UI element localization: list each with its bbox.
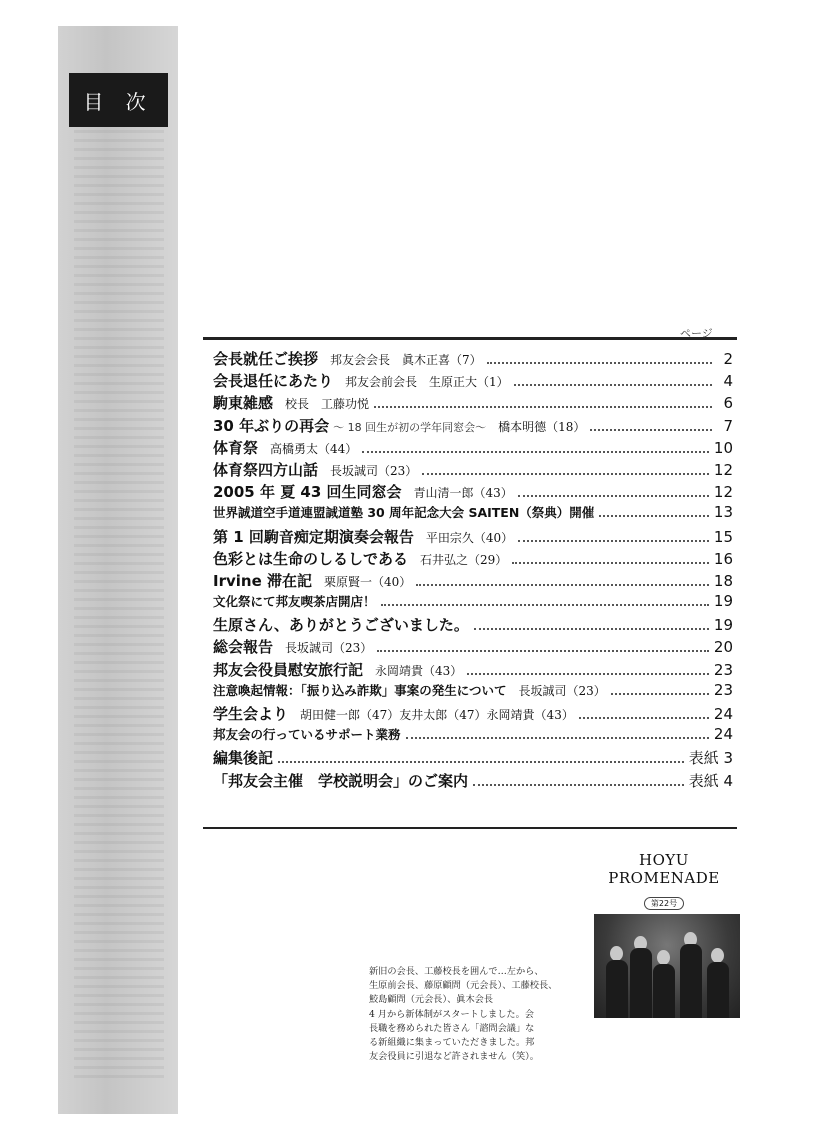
- caption-line: 新旧の会長、工藤校長を囲んで…左から、: [369, 966, 544, 977]
- entry-page: 20: [713, 638, 733, 657]
- toc-entry: [213, 614, 733, 636]
- toc-entry: [213, 636, 733, 658]
- entry-author: 長坂誠司（23）: [285, 641, 373, 656]
- entry-page: 23: [713, 680, 733, 699]
- entry-page: 12: [713, 460, 733, 479]
- leader-dots: [474, 628, 709, 630]
- leader-dots: [518, 495, 709, 497]
- entry-page: 18: [713, 571, 733, 590]
- entry-page: 19: [713, 592, 733, 611]
- leader-dots: [473, 784, 684, 786]
- entry-page: 19: [713, 616, 733, 635]
- entry-title: 総会報告: [213, 638, 274, 657]
- entry-title: 「邦友会主催 学校説明会」のご案内: [213, 771, 469, 790]
- photo-caption: [369, 965, 579, 1064]
- toc-entry: [213, 703, 733, 725]
- leader-dots: [514, 384, 712, 386]
- entry-author: 邦友会会長 眞木正喜（7）: [330, 353, 482, 367]
- toc-entry: [213, 570, 733, 592]
- caption-line: 友会役員に引退など許されません（笑）。: [369, 1051, 539, 1063]
- entry-page: 10: [713, 438, 733, 457]
- caption-line: 生原前会長、藤原顧問（元会長）、工藤校長、: [369, 980, 558, 992]
- entry-author: 栗原賢一（40）: [323, 574, 412, 589]
- entry-title: 色彩とは生命のしるしである: [213, 549, 409, 568]
- entry-page: 4: [723, 372, 733, 391]
- leader-dots: [579, 717, 709, 719]
- toc-entry: [213, 459, 733, 481]
- entry-title: 邦友会の行っているサポート業務: [213, 727, 401, 743]
- entry-title: 邦友会役員慰安旅行記: [213, 660, 364, 679]
- leader-dots: [599, 515, 709, 517]
- toc-entry: [213, 526, 733, 548]
- leader-dots: [512, 562, 709, 564]
- entry-title: 文化祭にて邦友喫茶店開店！: [213, 594, 376, 610]
- group-photo: [594, 914, 740, 1018]
- entry-subtitle: ～ 18 回生が初の学年同窓会～: [333, 420, 487, 434]
- leader-dots: [467, 673, 709, 675]
- leader-dots: [590, 429, 712, 431]
- person: [653, 964, 675, 1018]
- leader-dots: [422, 473, 709, 475]
- entry-author: 石井弘之（29）: [420, 552, 508, 567]
- toc-entry: [213, 348, 733, 370]
- leader-dots: [278, 761, 684, 763]
- entry-author: 橋本明德（18）: [498, 419, 586, 434]
- entry-title: 2005 年 夏 43 回生同窓会: [213, 483, 402, 502]
- entry-title: 注意喚起情報：「振り込み詐欺」事案の発生について: [213, 682, 507, 698]
- entry-title: Irvine 滞在記: [213, 571, 312, 590]
- leader-dots: [406, 737, 709, 739]
- entry-title: 会長就任ご挨拶: [213, 350, 319, 368]
- entry-author: 永岡靖貴（43）: [375, 663, 463, 678]
- entry-author: 平田宗久（40）: [425, 530, 514, 545]
- caption-line: 4 月から新体制がスタートしました。会: [369, 1008, 534, 1020]
- caption-line: る新組織に集まっていただきました。邦: [369, 1037, 535, 1049]
- toc-entry: [213, 481, 733, 503]
- entry-author: 長坂誠司（23）: [330, 463, 418, 478]
- leader-dots: [362, 451, 709, 453]
- entry-page: 24: [713, 725, 733, 744]
- entry-page: 13: [713, 503, 733, 522]
- person: [707, 962, 729, 1018]
- leader-dots: [377, 650, 709, 652]
- toc-entry: [213, 548, 733, 570]
- toc-entry: [213, 370, 733, 392]
- entry-page: 12: [713, 483, 733, 502]
- toc-entry: [213, 747, 733, 769]
- person: [630, 948, 652, 1018]
- entry-page: 7: [723, 416, 733, 435]
- entry-page: 24: [713, 705, 733, 723]
- toc-entry: [213, 592, 733, 614]
- masthead-title: HOYU PROMENADE: [608, 851, 720, 887]
- toc-entry: [213, 503, 733, 525]
- entry-title: 学生会より: [213, 705, 289, 723]
- toc-entry: [213, 725, 733, 747]
- bottom-rule: [203, 827, 737, 829]
- top-rule-thin: [203, 339, 737, 340]
- entry-page: 表紙 3: [688, 749, 733, 768]
- entry-title: 世界誠道空手道連盟誠道塾 30 周年記念大会 SAITEN（祭典）開催: [213, 505, 595, 521]
- issue-badge: 第22号: [644, 897, 684, 910]
- toc-entry: [213, 437, 733, 459]
- masthead-subtitle: [590, 887, 738, 891]
- entry-title: 駒東雑感: [213, 394, 274, 413]
- toc-entry: [213, 659, 733, 681]
- entry-author: 校長 工藤功悦: [285, 397, 370, 412]
- caption-line: 鮫島顧問（元会長）、眞木会長: [369, 994, 494, 1006]
- entry-page: 15: [713, 527, 733, 546]
- page-label: ページ: [680, 327, 713, 340]
- entry-title: 体育祭: [213, 438, 259, 457]
- entry-page: 6: [723, 394, 733, 413]
- toc-entry: [213, 681, 733, 703]
- entry-title: 30 年ぶりの再会: [213, 416, 330, 435]
- leader-dots: [487, 362, 712, 364]
- leader-dots: [611, 693, 709, 695]
- toc-list: [213, 348, 733, 792]
- entry-title: 第 1 回駒音痴定期演奏会報告: [213, 527, 414, 546]
- ghost-text: [74, 130, 164, 1080]
- person-head: [610, 946, 623, 961]
- leader-dots: [381, 604, 709, 606]
- caption-line: 長職を務められた皆さん「諮問会議」な: [369, 1022, 535, 1034]
- toc-entry: [213, 392, 733, 414]
- entry-page: 表紙 4: [688, 771, 733, 790]
- entry-title: 生原さん、ありがとうございました。: [213, 616, 469, 635]
- entry-author: 長坂誠司（23）: [518, 683, 606, 698]
- entry-author: 胡田健一郎（47）友井太郎（47）永岡靖貴（43）: [300, 708, 574, 722]
- toc-entry: [213, 415, 733, 437]
- person: [680, 944, 702, 1018]
- entry-author: 邦友会前会長 生原正大（1）: [345, 375, 509, 390]
- leader-dots: [518, 540, 709, 542]
- hoyu-masthead: [590, 846, 738, 910]
- person-head: [711, 948, 724, 963]
- entry-title: 編集後記: [213, 749, 274, 768]
- leader-dots: [416, 584, 709, 586]
- entry-author: 青山清一郎（43）: [413, 486, 513, 501]
- entry-title: 会長退任にあたり: [213, 372, 334, 391]
- toc-heading: 目 次: [69, 73, 168, 127]
- person: [606, 960, 628, 1018]
- entry-page: 16: [713, 549, 733, 568]
- leader-dots: [374, 406, 712, 408]
- person-head: [657, 950, 670, 965]
- entry-page: 2: [723, 350, 733, 368]
- entry-page: 23: [713, 660, 733, 679]
- entry-title: 体育祭四方山話: [213, 460, 319, 479]
- entry-author: 高橋勇太（44）: [270, 441, 358, 456]
- toc-entry: [213, 770, 733, 792]
